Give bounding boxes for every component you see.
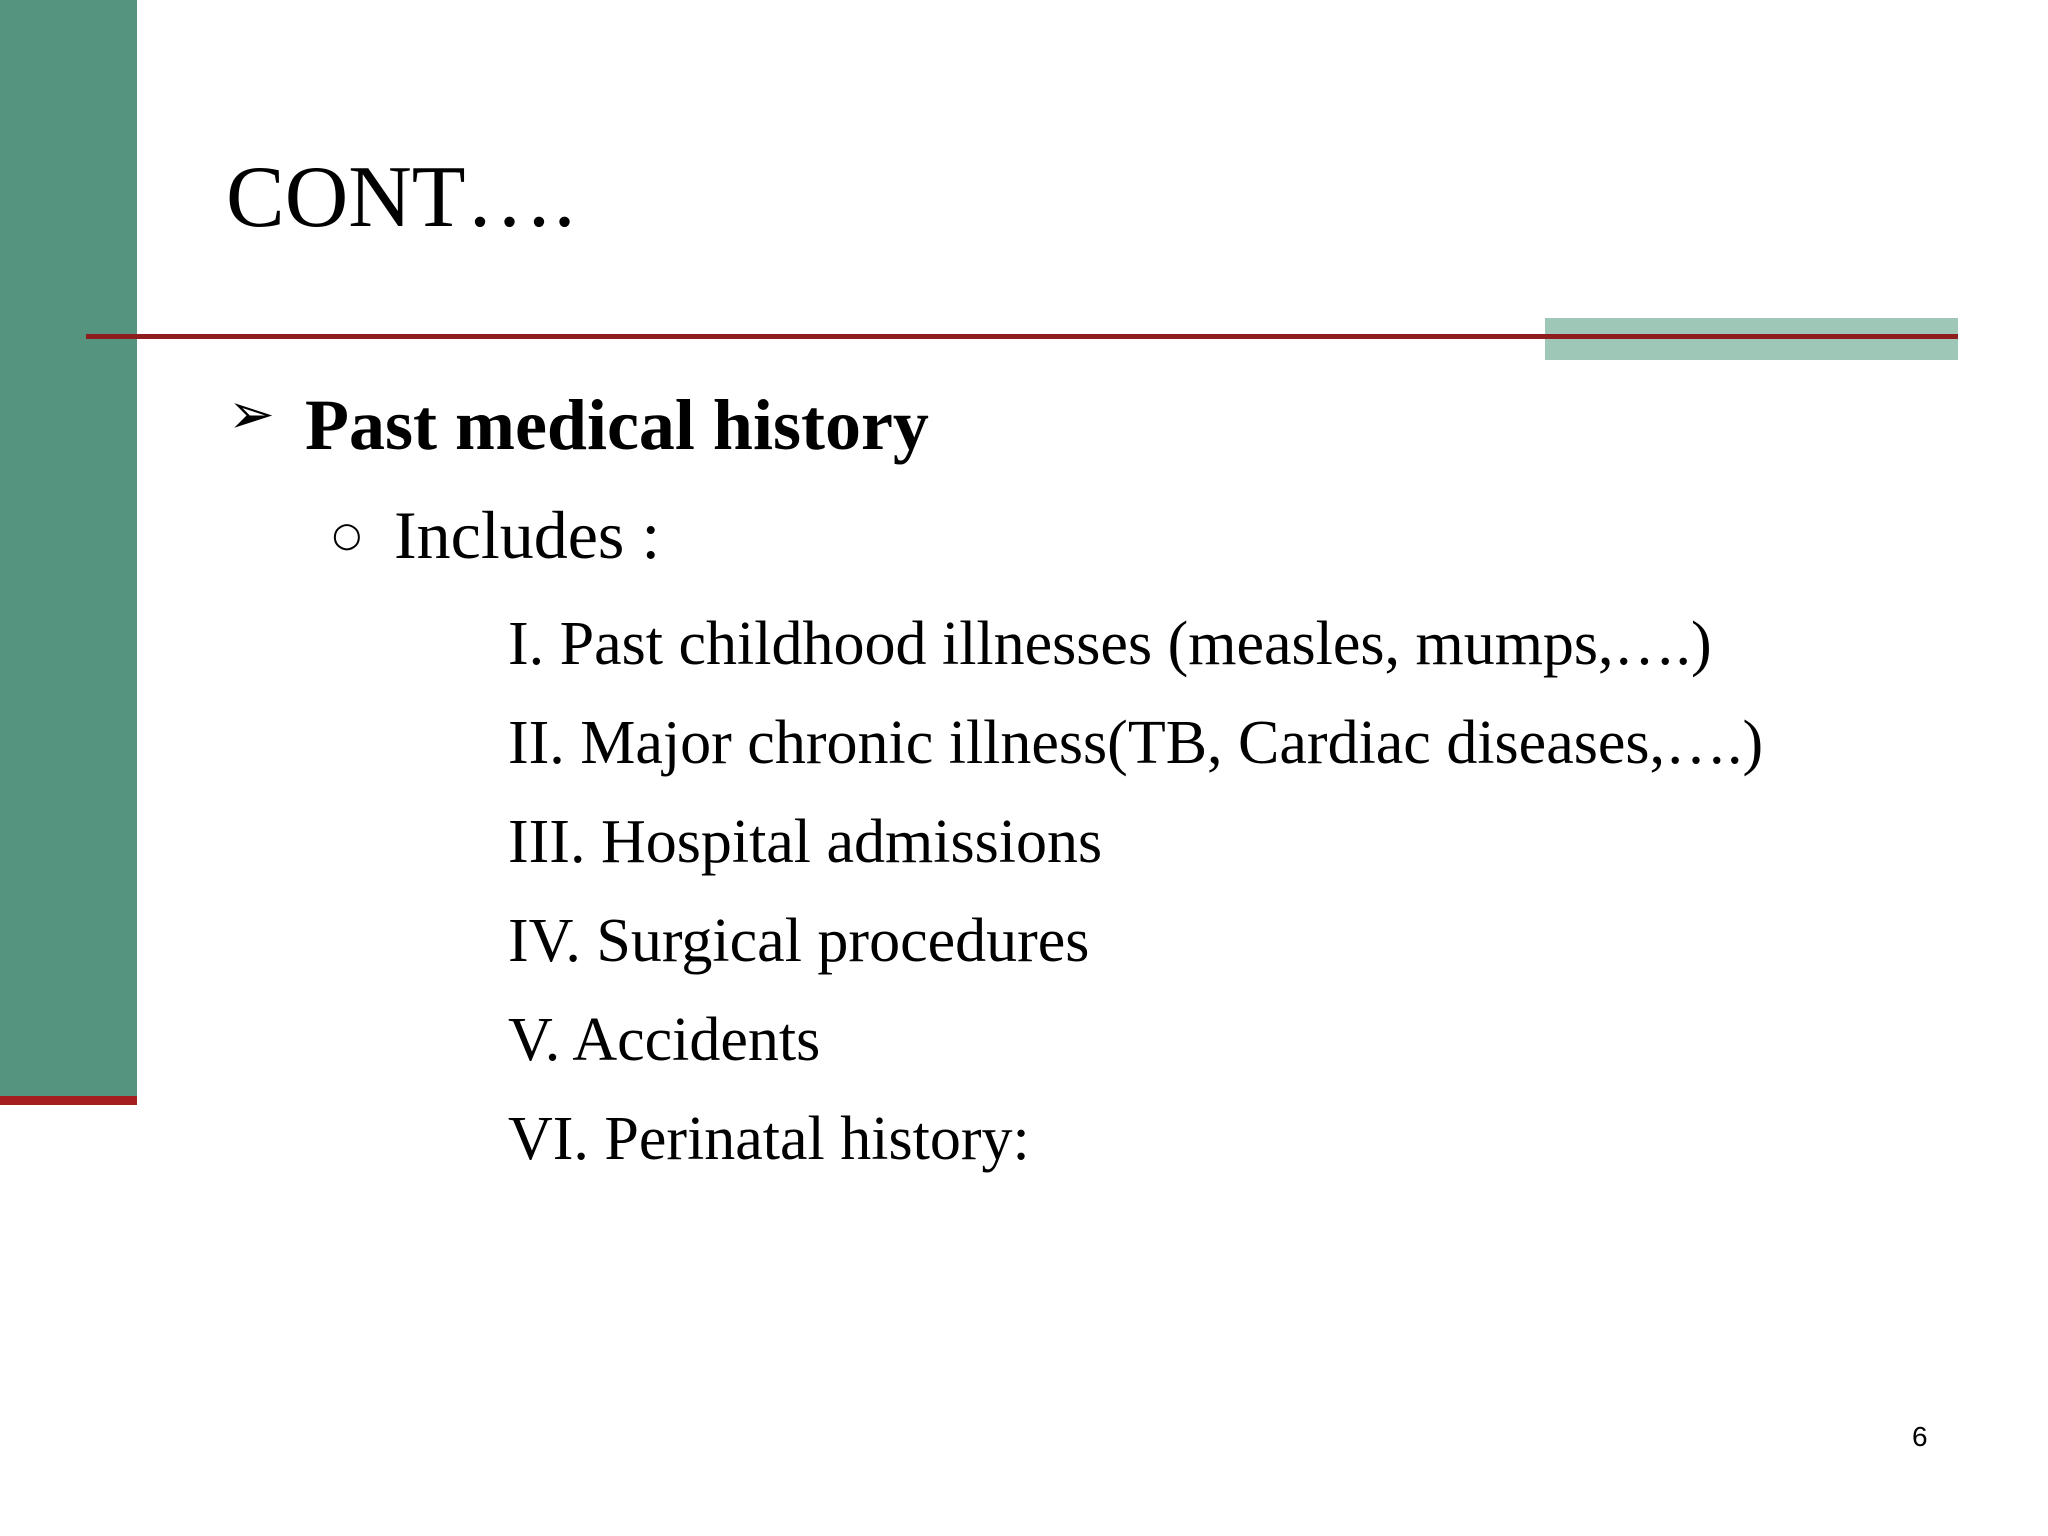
title-rule-line <box>86 334 1958 339</box>
list-item: II. Major chronic illness(TB, Cardiac diseases,….) <box>508 709 1764 777</box>
arrowhead-bullet-icon: ➢ <box>228 382 275 447</box>
list-item: I. Past childhood illnesses (measles, mumps,….) <box>508 610 1712 678</box>
list-item: III. Hospital admissions <box>508 808 1103 876</box>
history-items-list <box>508 595 1763 1189</box>
left-sidebar-red-edge <box>0 1096 137 1105</box>
sub-bullet-text: Includes : <box>394 497 661 573</box>
bullet-heading: Past medical history <box>305 385 929 465</box>
list-item: VI. Perinatal history: <box>508 1105 1030 1173</box>
list-item: IV. Surgical procedures <box>508 907 1090 975</box>
left-sidebar-band <box>0 0 137 1096</box>
slide-title: CONT…. <box>226 149 576 246</box>
hollow-circle-bullet-icon: ○ <box>332 515 362 555</box>
title-rule-accent-block <box>1545 318 1958 360</box>
page-number: 6 <box>1912 1421 1928 1452</box>
list-item: V. Accidents <box>508 1006 821 1074</box>
